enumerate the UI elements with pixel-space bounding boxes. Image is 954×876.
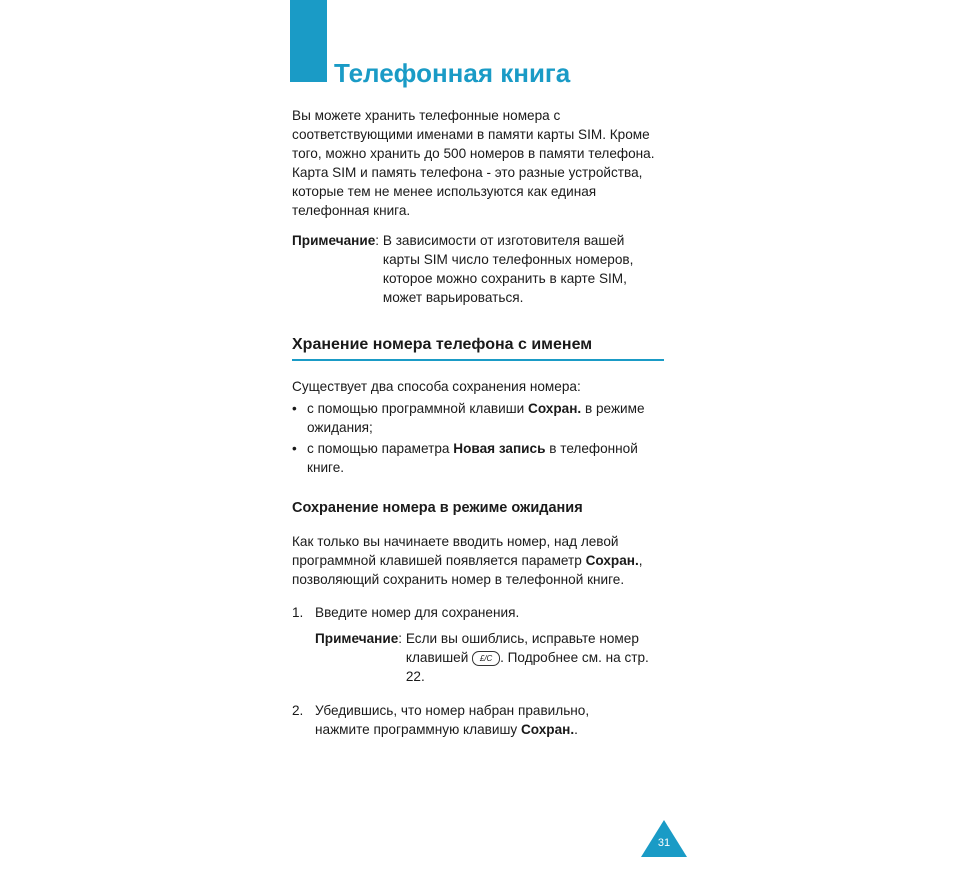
- list-item: • с помощью программной клавиши Сохран. в режиме ожидания;: [292, 401, 645, 435]
- bullet-icon: •: [292, 401, 297, 416]
- note-label: Примечание: [315, 631, 399, 646]
- methods-list: [292, 399, 672, 477]
- intro-paragraph: Вы можете хранить телефонные номера с соответствующими именами в памяти карты SIM. Кроме того, можно хранить до 500 номеров в памяти телефона. Карта SIM и память телефона - это разные устройства, которые тем не менее используются как единая телефонная книга.: [292, 108, 655, 218]
- intro-section: [292, 106, 672, 220]
- section-lead: Существует два способа сохранения номера:: [292, 379, 581, 394]
- step-number: 1.: [292, 605, 304, 620]
- note-text: В зависимости от изготовителя вашей карты SIM число телефонных номеров, которое можно сохранить в карте SIM, может варьироваться.: [382, 233, 634, 305]
- step-text: Введите номер для сохранения.: [315, 605, 520, 620]
- page-title: Телефонная книга: [334, 58, 571, 88]
- section-body: [292, 377, 672, 479]
- step-1-note: [315, 629, 675, 686]
- note-colon: :: [375, 233, 380, 248]
- step-text: Убедившись, что номер набран правильно, нажмите программную клавишу Сохран..: [315, 703, 590, 737]
- title-accent-bar: [290, 0, 327, 82]
- section-heading: Хранение номера телефона с именем: [292, 334, 664, 361]
- note-text: Если вы ошиблись, исправьте номер клавишей £/C . Подробнее см. на стр. 22.: [405, 631, 649, 684]
- note-label: Примечание: [292, 233, 376, 248]
- subsection-heading: Сохранение номера в режиме ожидания: [292, 500, 583, 516]
- step-1: [292, 603, 672, 622]
- page-number: 31: [657, 837, 671, 849]
- step-2: [292, 701, 672, 739]
- bullet-icon: •: [292, 441, 297, 456]
- note-colon: :: [398, 631, 403, 646]
- clear-key-icon: £/C: [472, 651, 500, 666]
- list-item: • с помощью параметра Новая запись в телефонной книге.: [292, 441, 638, 475]
- step-number: 2.: [292, 703, 304, 718]
- intro-note: [292, 231, 672, 307]
- subsection-paragraph: Как только вы начинаете вводить номер, над левой программной клавишей появляется параметр Сохран., позволяющий сохранить номер в телефонной книге.: [292, 534, 643, 587]
